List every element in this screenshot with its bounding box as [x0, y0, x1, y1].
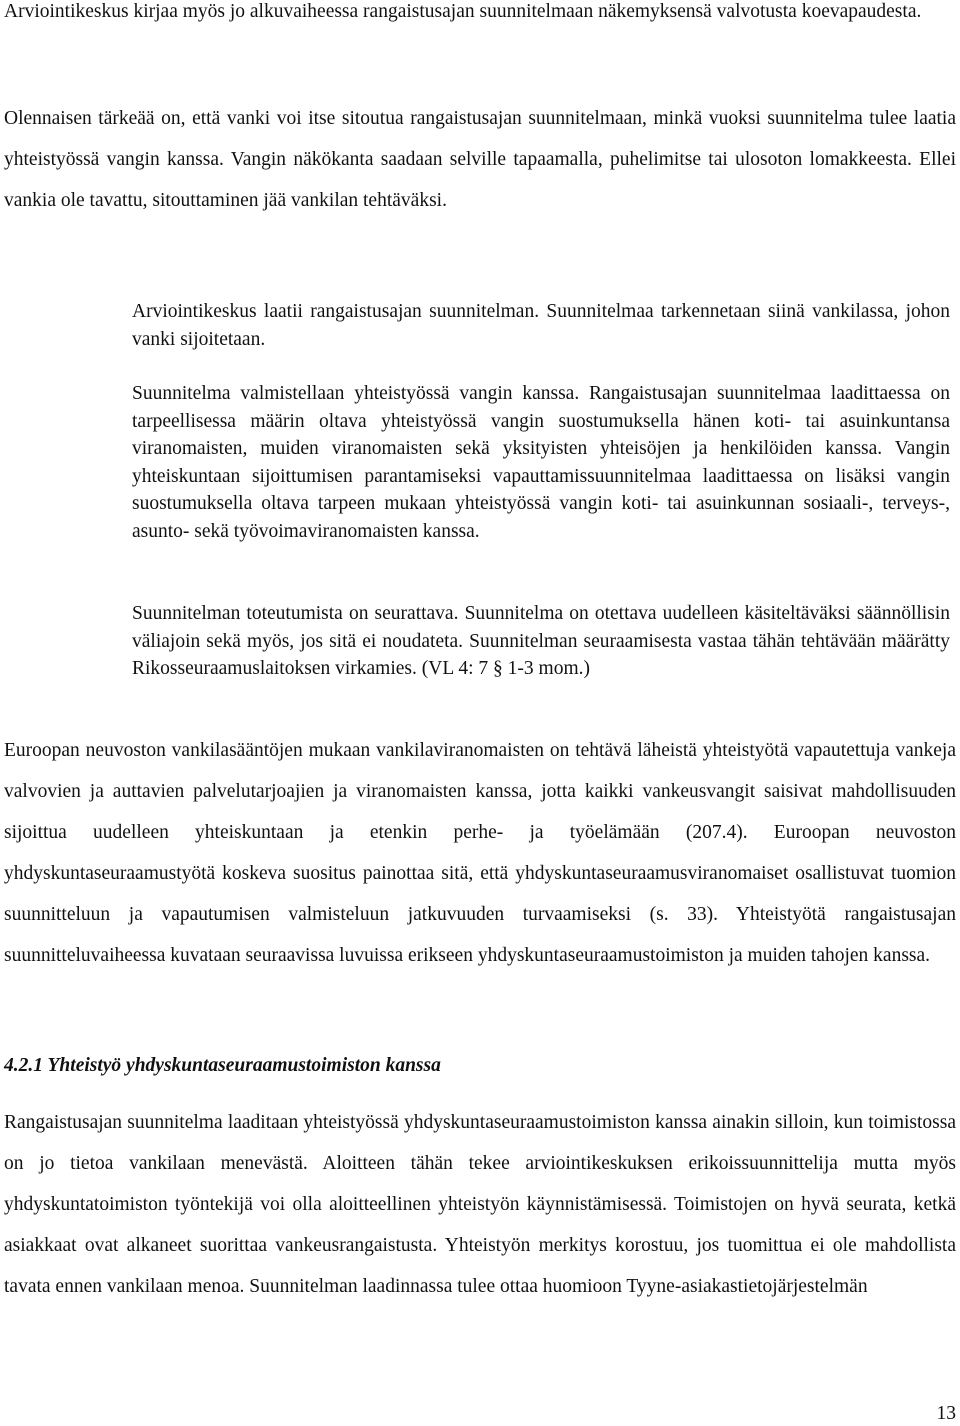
paragraph-euroopan-neuvosto: Euroopan neuvoston vankilasääntöjen mukaan vankilaviranomaisten on tehtävä läheistä yhteistyötä vapautettuja vankeja valvovien ja auttavien palvelutarjoajien ja viranomaisten kanssa, jotta kaikki vankeusvangit saisivat mahdollisuuden sijoittua uudelleen yhteiskuntaan ja etenkin perhe- ja työelämään (207.4). Euroopan neuvoston yhdyskuntaseuraamustyötä koskeva suositus painottaa sitä, että yhdyskuntaseuraamusviranomaiset osallistuvat tuomion suunnitteluun ja vapautumisen valmisteluun jatkuvuuden turvaamiseksi (s. 33). Yhteistyötä rangaistusajan suunnitteluvaiheessa kuvataan seuraavissa luvuissa erikseen yhdyskuntaseuraamustoimiston ja muiden tahojen kanssa. — [4, 740, 956, 966]
quote-paragraph-yhteistyo: Suunnitelma valmistellaan yhteistyössä vangin kanssa. Rangaistusajan suunnitelmaa laadittaessa on tarpeellisessa määrin oltava yhteistyössä vangin suostumuksella hänen koti- tai asuinkuntansa viranomaisten, muiden viranomaisten sekä yksityisten yhteisöjen ja henkilöiden kanssa. Vangin yhteiskuntaan sijoittumisen parantamiseksi vapauttamissuunnitelmaa laadittaessa on lisäksi vangin suostumuksella oltava tarpeen mukaan yhteistyössä vangin koti- tai asuinkunnan sosiaali-, terveys-, asunto- sekä työvoimaviranomaisten kanssa. — [132, 383, 950, 542]
paragraph-sitoutuminen: Olennaisen tärkeää on, että vanki voi itse sitoutua rangaistusajan suunnitelmaan, minkä vuoksi suunnitelma tulee laatia yhteistyössä vangin kanssa. Vangin näkökanta saadaan selville tapaamalla, puhelimitse tai ulosoton lomakkeesta. Ellei vankia ole tavattu, sitouttaminen jää vankilan tehtäväksi. — [4, 108, 956, 211]
paragraph-koevapaus: Arviointikeskus kirjaa myös jo alkuvaiheessa rangaistusajan suunnitelmaan näkemyksensä valvotusta koevapaudesta. — [4, 1, 922, 22]
paragraph-yhdyskuntaseuraamustoimisto: Rangaistusajan suunnitelma laaditaan yhteistyössä yhdyskuntaseuraamustoimiston kanssa ainakin silloin, kun toimistossa on jo tietoa vankilaan menevästä. Aloitteen tähän tekee arviointikeskuksen erikoissuunnittelija mutta myös yhdyskuntatoimiston työntekijä voi olla aloitteellinen yhteistyön käynnistämisessä. Toimistojen on hyvä seurata, ketkä asiakkaat ovat alkaneet suorittaa vankeusrangaistusta. Yhteistyön merkitys korostuu, jos tuomittua ei ole mahdollista tavata ennen vankilaan menoa. Suunnitelman laadinnassa tulee ottaa huomioon Tyyne-asiakastietojärjestelmän — [4, 1112, 956, 1297]
page-number: 13 — [936, 1403, 956, 1424]
section-heading: 4.2.1 Yhteistyö yhdyskuntaseuraamustoimiston kanssa — [4, 1055, 441, 1076]
quote-paragraph-seuranta: Suunnitelman toteutumista on seurattava. Suunnitelma on otettava uudelleen käsiteltäväksi säännöllisin väliajoin sekä myös, jos sitä ei noudateta. Suunnitelman seuraamisesta vastaa tähän tehtävään määrätty Rikosseuraamuslaitoksen virkamies. (VL 4: 7 § 1-3 mom.) — [132, 603, 950, 679]
quote-paragraph-arviointikeskus: Arviointikeskus laatii rangaistusajan suunnitelman. Suunnitelmaa tarkennetaan siinä vankilassa, johon vanki sijoitetaan. — [132, 301, 950, 350]
